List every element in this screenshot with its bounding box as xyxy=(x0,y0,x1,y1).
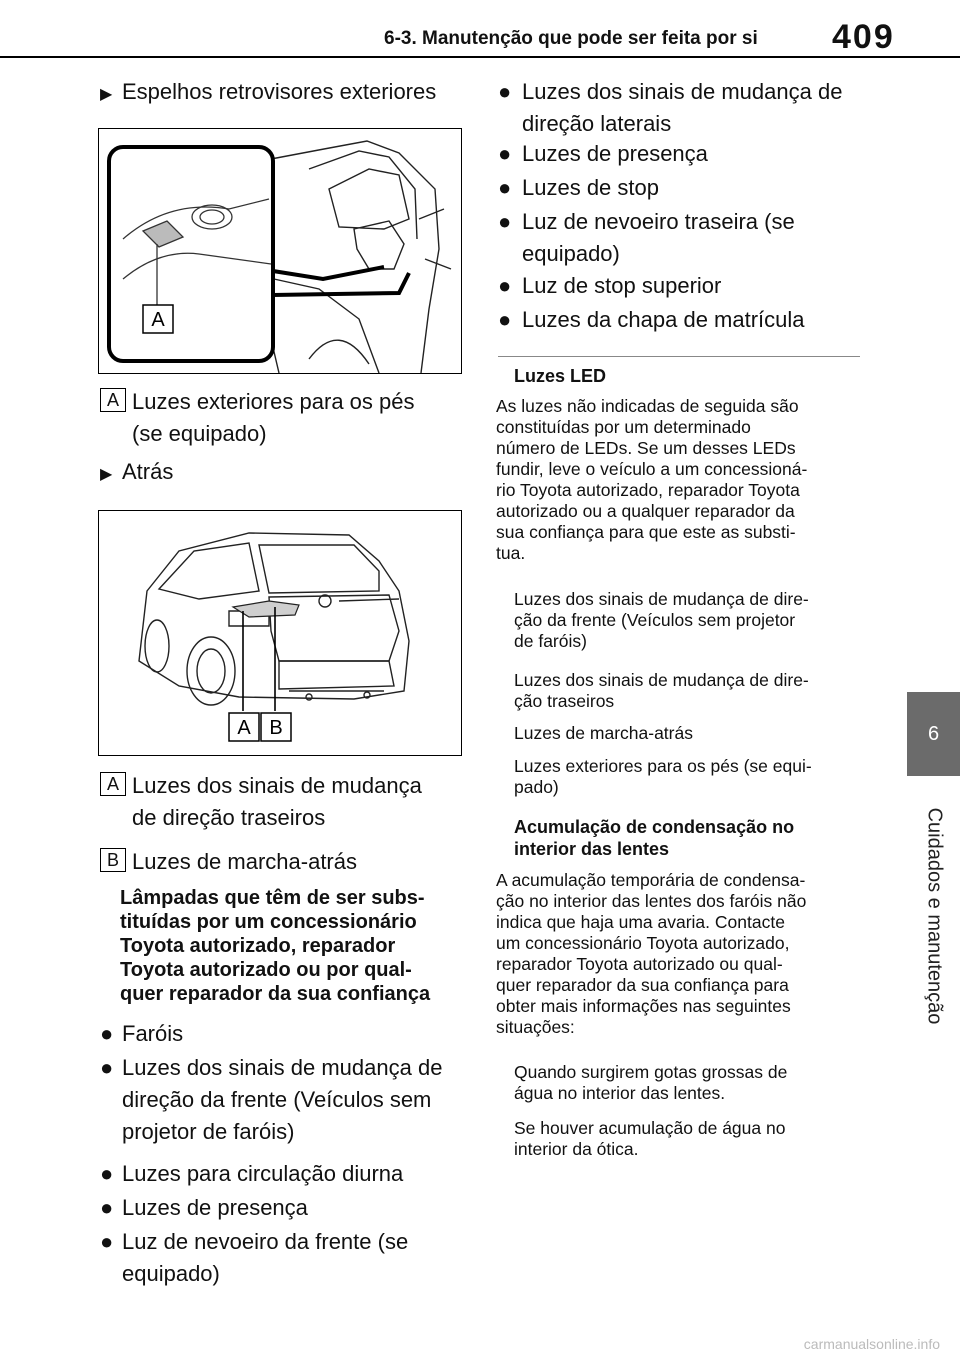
dealer-heading: Lâmpadas que têm de ser subs- tituídas por um concessionário Toyota autorizado, reparador Toyota autorizado ou por qual- quer reparador da sua confiança xyxy=(120,887,431,1005)
triangle-bullet-icon: ▶ xyxy=(100,86,113,103)
rear-figure xyxy=(98,510,462,756)
mirror-figure xyxy=(98,128,462,374)
bullet-icon: ● xyxy=(100,1021,114,1046)
triangle-bullet-icon: ▶ xyxy=(100,466,113,483)
condensation-heading: Acumulação de condensação no interior das lentes xyxy=(514,817,795,859)
chapter-tab[interactable]: 6 xyxy=(907,692,960,776)
page-number: 409 xyxy=(832,18,895,56)
list-item: ● Luzes dos sinais de mudança de direção laterais xyxy=(498,76,878,140)
list-item: ● Faróis xyxy=(100,1018,460,1050)
bullet-icon: ● xyxy=(498,273,512,298)
fig1-callout-a: A xyxy=(151,309,165,331)
mirror-illustration xyxy=(99,129,461,373)
condensation-paragraph: A acumulação temporária de condensa- ção no interior das lentes dos faróis não indica que haja uma avaria. Contacte um concessionário Toyota autorizado, reparador Toyota autorizado ou qual- quer reparador da sua confiança para obter mais informações nas seguintes situações: xyxy=(496,870,807,1037)
list-item: ● Luz de nevoeiro da frente (se equipado) xyxy=(100,1226,460,1290)
led-list-item: Luzes dos sinais de mudança de dire- ção da frente (Veículos sem projetor de faróis) xyxy=(514,589,809,651)
label-a-box: A xyxy=(100,772,126,796)
bullet-icon: ● xyxy=(100,1195,114,1220)
label-a-text-1: Luzes exteriores para os pés xyxy=(132,389,415,414)
bullet-icon: ● xyxy=(498,209,512,234)
bullet-icon: ● xyxy=(498,79,512,104)
list-item: ● Luzes de presença xyxy=(498,138,878,170)
led-list-item: Luzes de marcha-atrás xyxy=(514,723,693,743)
label-b-text: Luzes de marcha-atrás xyxy=(132,849,357,874)
chapter-label: Cuidados e manutenção xyxy=(923,807,945,1025)
led-paragraph: As luzes não indicadas de seguida são constituídas por um determinado número de LEDs. Se um desses LEDs fundir, leve o veículo a um concessioná- rio Toyota autorizado, reparador Toyota autorizado ou a qualquer reparador da sua confiança para que este as substi- tua. xyxy=(496,396,808,563)
list-item: ● Luzes dos sinais de mudança de direção da frente (Veículos sem projetor de faróis) xyxy=(100,1052,460,1148)
section-divider xyxy=(498,356,860,357)
header-rule xyxy=(0,56,960,58)
bullet-icon: ● xyxy=(100,1055,114,1080)
bullet-icon: ● xyxy=(100,1229,114,1254)
condensation-list-item: Quando surgirem gotas grossas de água no interior das lentes. xyxy=(514,1062,788,1103)
label-b-box: B xyxy=(100,848,126,872)
watermark: carmanualsonline.info xyxy=(803,1336,940,1352)
label-a-box: A xyxy=(100,388,126,412)
label-a2-text-2: de direção traseiros xyxy=(132,805,326,830)
fig2-callout-b: B xyxy=(269,717,283,739)
led-list-item: Luzes exteriores para os pés (se equi- pado) xyxy=(514,756,812,797)
bullet-icon: ● xyxy=(498,141,512,166)
list-item: ● Luzes de presença xyxy=(100,1192,460,1224)
led-list-item: Luzes dos sinais de mudança de dire- ção traseiros xyxy=(514,670,809,711)
mirrors-heading: Espelhos retrovisores exteriores xyxy=(122,79,437,104)
list-item: ● Luzes de stop xyxy=(498,172,878,204)
condensation-list-item: Se houver acumulação de água no interior da ótica. xyxy=(514,1118,786,1159)
rear-car-illustration xyxy=(99,511,461,755)
bullet-icon: ● xyxy=(498,175,512,200)
fig2-callout-a: A xyxy=(237,717,251,739)
bullet-icon: ● xyxy=(498,307,512,332)
list-item: ● Luzes da chapa de matrícula xyxy=(498,304,878,336)
label-a-text-2: (se equipado) xyxy=(132,421,267,446)
list-item: ● Luzes para circulação diurna xyxy=(100,1158,460,1190)
led-heading: Luzes LED xyxy=(514,366,607,386)
section-title: 6-3. Manutenção que pode ser feita por si xyxy=(384,28,758,49)
list-item: ● Luz de stop superior xyxy=(498,270,878,302)
bullet-icon: ● xyxy=(100,1161,114,1186)
rear-heading: Atrás xyxy=(122,459,174,484)
label-a2-text-1: Luzes dos sinais de mudança xyxy=(132,773,422,798)
list-item: ● Luz de nevoeiro traseira (se equipado) xyxy=(498,206,878,270)
